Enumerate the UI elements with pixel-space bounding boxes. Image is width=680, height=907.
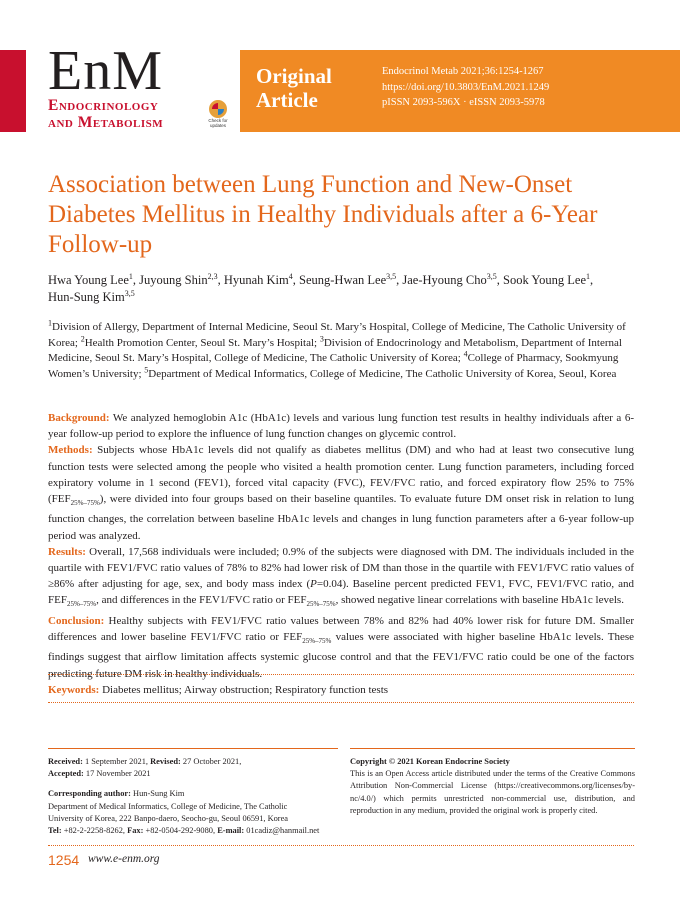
author-list: [48, 272, 638, 306]
abstract-conclusion: [48, 613, 634, 682]
article-history: [48, 756, 338, 837]
author-name: Hyunah Kim: [223, 273, 289, 287]
abstract: [48, 410, 634, 682]
badge-label: Check for updates: [208, 118, 228, 128]
affiliation-text: Division of Endocrinology and Metabolism, Department of Internal Medicine, Seoul St. Mary’s Hospital, College of Medicine, The Catholic University of Korea;: [48, 336, 622, 364]
accepted-date: 17 November 2021: [83, 769, 151, 779]
methods-text-2: ), were divided into four groups based on their baseline quantiles. To evaluate future DM onset risk in relation to lung function changes, the correlation between baseline HbA1c levels and changes in lung function parameters after a 6-year follow-up period was analyzed.: [48, 493, 634, 542]
license-text: This is an Open Access article distributed under the terms of the Creative Commons Attribution Non-Commercial License (https://creativecommons.org/licenses/by-nc/4.0/) which permits unrestricted non-commercial use, distribution, and reproduction in any medium, provided the original work is properly cited.: [350, 769, 635, 815]
methods-label: Methods:: [48, 444, 93, 457]
abstract-results: [48, 544, 634, 613]
author-sup: 1: [128, 271, 133, 281]
author-sup: 1: [586, 271, 591, 281]
affiliation-text: Division of Allergy, Department of Internal Medicine, Seoul St. Mary’s Hospital, College of Medicine, The Catholic University of Korea;: [48, 321, 626, 349]
methods-subscript: 25%–75%: [70, 499, 100, 508]
article-type: [256, 64, 332, 112]
results-label: Results:: [48, 545, 86, 558]
author-name: Hwa Young Lee: [48, 273, 129, 287]
affiliation-sup: 4: [463, 349, 468, 359]
email-address[interactable]: 01cadiz@hanmail.net: [244, 826, 320, 836]
author-sup: 3,5: [486, 271, 497, 281]
journal-info: [382, 64, 549, 111]
author-name: Hun-Sung Kim: [48, 290, 125, 304]
author-name: Jae-Hyoung Cho: [402, 273, 487, 287]
results-text-4: , showed negative linear correlations with baseline HbA1c levels.: [335, 594, 624, 607]
author-name: Seung-Hwan Lee: [299, 273, 387, 287]
tel-number: +82-2-2258-8262,: [61, 826, 128, 836]
author-name: Sook Young Lee: [503, 273, 587, 287]
fax-label: Fax:: [127, 826, 144, 836]
logo-line-1: Endocrinology: [48, 97, 159, 114]
author-sup: 3,5: [386, 271, 397, 281]
author-sup: 3,5: [124, 288, 135, 298]
tel-label: Tel:: [48, 826, 62, 836]
article-type-line-2: Article: [256, 88, 318, 112]
background-text: We analyzed hemoglobin A1c (HbA1c) levels and various lung function test results in healthy individuals after a 6-year follow-up period to explore the influence of lung function changes on glycemic control.: [48, 412, 634, 441]
author-sep: ,: [590, 273, 594, 287]
abstract-methods: [48, 442, 634, 543]
received-date: 1 September 2021,: [82, 757, 151, 766]
methods-text: Subjects whose HbA1c levels did not qualify as diabetes mellitus (DM) and who had at least two consecutive lung function tests were selected among the people who visited a health promotion center. Lung function parameters, including forced expiratory volume in 1 second (FEV1), forced vital capacity (FVC), FEV/FVC ratio, and forced expiratory flow 25% to 75% (FEF: [48, 444, 634, 506]
logo-line-2: and Metabolism: [48, 114, 164, 131]
page-footer-divider: [48, 845, 634, 846]
article-type-line-1: Original: [256, 64, 332, 88]
affiliation-sup: 5: [144, 364, 149, 374]
p-value-symbol: P: [310, 578, 317, 591]
results-text-2: =0.04). Baseline percent predicted FEV1, FVC, FEV1/FVC ratio, and FEF: [48, 578, 634, 607]
affiliation-sup: 3: [319, 333, 324, 343]
conclusion-text-2: values were associated with higher baseline HbA1c levels. These findings suggest that airflow limitation affects systemic glucose control and that the FEV1/FVC ratio could be one of the factors predicting future DM risk in healthy individuals.: [48, 631, 634, 680]
conclusion-subscript: 25%–75%: [302, 637, 332, 646]
received-label: Received:: [48, 757, 83, 766]
copyright-block: [350, 756, 635, 817]
revised-label: Revised:: [150, 757, 181, 766]
red-accent-bar: [0, 50, 26, 132]
affiliation-text: Department of Medical Informatics, College of Medicine, The Catholic University of Korea, Seoul, Korea: [148, 367, 617, 380]
affiliation-sup: 1: [48, 318, 52, 328]
keywords-divider-bottom: [48, 702, 634, 703]
author-sep: ,: [496, 273, 504, 287]
email-label: E-mail:: [217, 826, 245, 836]
keywords-text: Diabetes mellitus; Airway obstruction; Respiratory function tests: [99, 684, 389, 696]
fax-number: +82-0504-292-9080,: [143, 826, 218, 836]
background-label: Background:: [48, 412, 110, 424]
page-number: 1254: [48, 852, 80, 868]
conclusion-text: Healthy subjects with FEV1/FVC ratio values between 78% and 82% had 40% lower risk for future DM. Smaller differences and lower baseline FEV1/FVC ratio or FEF: [48, 614, 634, 644]
copyright-line: Copyright © 2021 Korean Endocrine Society: [350, 757, 510, 766]
results-subscript-2: 25%–75%: [306, 600, 336, 609]
author-sep: ,: [292, 273, 300, 287]
article-title: Association between Lung Function and New-Onset Diabetes Mellitus in Healthy Individuals after a 6-Year Follow-up: [48, 171, 598, 258]
header-band: [240, 50, 680, 132]
author-sep: ,: [217, 273, 224, 287]
journal-logo: [48, 40, 164, 131]
results-text: Overall, 17,568 individuals were included; 0.9% of the subjects were diagnosed with DM. The individuals included in the quartile with FEV1/FVC ratio values of 78% to 82% had lower risk of DM than those in the quartile with FEV1/FVC ratio values of ≥86% after adjusting for age, sex, and body mass index (: [48, 545, 634, 591]
conclusion-label: Conclusion:: [48, 614, 105, 627]
logo-wordmark: EnM: [48, 40, 163, 102]
keywords-divider-top: [48, 674, 634, 675]
results-subscript-1: 25%–75%: [66, 600, 97, 609]
accepted-label: Accepted:: [48, 769, 84, 779]
author-sup: 4: [288, 271, 293, 281]
author-sup: 2,3: [207, 271, 218, 281]
journal-website[interactable]: www.e-enm.org: [88, 853, 160, 865]
issn: pISSN 2093-596X · eISSN 2093-5978: [382, 97, 545, 108]
author-sep: ,: [396, 273, 403, 287]
corresponding-address-2: University of Korea, 222 Banpo-daero, Seocho-gu, Seoul 06591, Korea: [48, 813, 289, 823]
revised-date: 27 October 2021,: [180, 757, 242, 766]
author-name: Juyoung Shin: [139, 273, 208, 287]
keywords: [48, 682, 634, 698]
citation: Endocrinol Metab 2021;36:1254-1267: [382, 66, 544, 77]
footer-rule-left: [48, 748, 338, 749]
author-sep: ,: [132, 273, 140, 287]
doi-link[interactable]: https://doi.org/10.3803/EnM.2021.1249: [382, 81, 550, 93]
affiliations: [48, 320, 638, 382]
footer-rule-right: [350, 748, 635, 749]
corresponding-name: Hun-Sung Kim: [130, 789, 185, 799]
check-for-updates-badge[interactable]: [205, 100, 231, 126]
corresponding-address-1: Department of Medical Informatics, College of Medicine, The Catholic: [48, 801, 288, 811]
keywords-label: Keywords:: [48, 684, 100, 696]
affiliation-sup: 2: [80, 333, 85, 343]
corresponding-label: Corresponding author:: [48, 789, 131, 799]
affiliation-text: College of Pharmacy, Sookmyung Women’s University;: [48, 352, 619, 380]
crossmark-icon: [209, 100, 227, 118]
abstract-background: [48, 410, 634, 442]
results-text-3: , and differences in the FEV1/FVC ratio or FEF: [96, 594, 307, 607]
affiliation-text: Health Promotion Center, Seoul St. Mary’s Hospital;: [84, 336, 320, 349]
